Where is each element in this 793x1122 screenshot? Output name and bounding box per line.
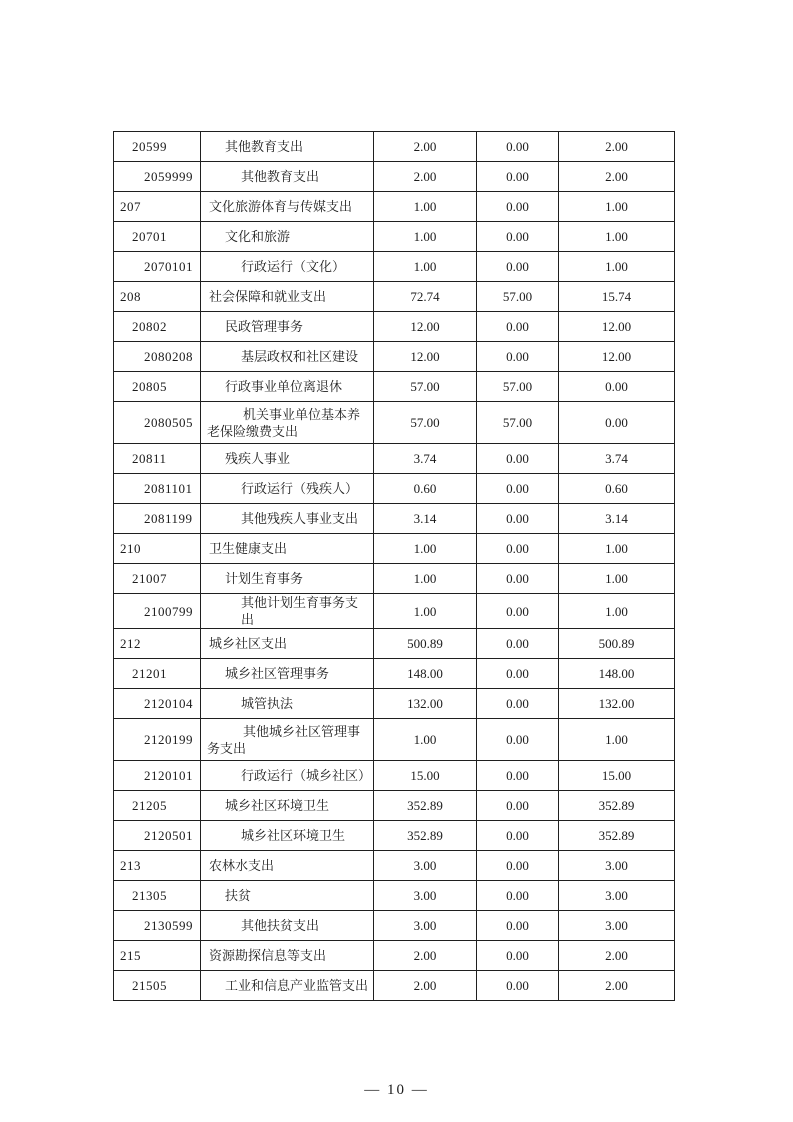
item-name-cell: 城管执法 (201, 689, 374, 719)
table-row (114, 761, 675, 791)
item-name-cell: 资源勘探信息等支出 (201, 941, 374, 971)
amount-cell: 2.00 (559, 971, 675, 1001)
table-row (114, 132, 675, 162)
amount-cell: 0.00 (477, 629, 559, 659)
item-name-cell: 行政事业单位离退休 (201, 372, 374, 402)
table-row (114, 911, 675, 941)
amount-cell: 0.00 (477, 689, 559, 719)
code-cell: 2120199 (114, 719, 201, 761)
amount-cell: 0.00 (477, 659, 559, 689)
amount-cell: 57.00 (374, 372, 477, 402)
amount-cell: 2.00 (559, 132, 675, 162)
amount-cell: 3.74 (374, 444, 477, 474)
amount-cell: 352.89 (374, 821, 477, 851)
amount-cell: 2.00 (559, 941, 675, 971)
amount-cell: 15.74 (559, 282, 675, 312)
table-row (114, 222, 675, 252)
table-row (114, 342, 675, 372)
amount-cell: 148.00 (374, 659, 477, 689)
amount-cell: 352.89 (374, 791, 477, 821)
amount-cell: 1.00 (559, 222, 675, 252)
amount-cell: 2.00 (559, 162, 675, 192)
amount-cell: 500.89 (374, 629, 477, 659)
amount-cell: 1.00 (559, 192, 675, 222)
amount-cell: 2.00 (374, 132, 477, 162)
code-cell: 21505 (114, 971, 201, 1001)
table-row (114, 629, 675, 659)
table-row (114, 881, 675, 911)
amount-cell: 3.00 (374, 851, 477, 881)
code-cell: 2120104 (114, 689, 201, 719)
amount-cell: 0.60 (559, 474, 675, 504)
code-cell: 2081199 (114, 504, 201, 534)
code-cell: 20701 (114, 222, 201, 252)
item-name-cell: 卫生健康支出 (201, 534, 374, 564)
code-cell: 2059999 (114, 162, 201, 192)
amount-cell: 0.00 (477, 719, 559, 761)
amount-cell: 0.00 (477, 312, 559, 342)
code-cell: 215 (114, 941, 201, 971)
item-name-cell: 城乡社区管理事务 (201, 659, 374, 689)
amount-cell: 3.00 (374, 911, 477, 941)
amount-cell: 0.00 (477, 444, 559, 474)
table-row (114, 474, 675, 504)
amount-cell: 57.00 (477, 282, 559, 312)
amount-cell: 0.60 (374, 474, 477, 504)
amount-cell: 12.00 (374, 342, 477, 372)
amount-cell: 2.00 (374, 941, 477, 971)
amount-cell: 132.00 (374, 689, 477, 719)
amount-cell: 0.00 (559, 372, 675, 402)
item-name-cell: 其他教育支出 (201, 162, 374, 192)
table-row (114, 534, 675, 564)
amount-cell: 3.00 (559, 911, 675, 941)
amount-cell: 1.00 (374, 192, 477, 222)
amount-cell: 0.00 (477, 564, 559, 594)
item-name-cell: 行政运行（残疾人） (201, 474, 374, 504)
amount-cell: 2.00 (374, 971, 477, 1001)
amount-cell: 1.00 (374, 252, 477, 282)
amount-cell: 0.00 (477, 821, 559, 851)
page-number: — 10 — (364, 1082, 429, 1098)
table-row (114, 192, 675, 222)
item-name-cell: 社会保障和就业支出 (201, 282, 374, 312)
code-cell: 21007 (114, 564, 201, 594)
amount-cell: 0.00 (477, 132, 559, 162)
code-cell: 2120101 (114, 761, 201, 791)
table-body (114, 132, 675, 1001)
amount-cell: 0.00 (477, 192, 559, 222)
item-name-cell: 其他计划生育事务支出 (201, 594, 374, 629)
amount-cell: 3.14 (374, 504, 477, 534)
item-name-cell: 农林水支出 (201, 851, 374, 881)
amount-cell: 3.00 (374, 881, 477, 911)
table-row (114, 821, 675, 851)
table-row (114, 791, 675, 821)
item-name-cell: 其他残疾人事业支出 (201, 504, 374, 534)
amount-cell: 3.14 (559, 504, 675, 534)
amount-cell: 57.00 (477, 372, 559, 402)
code-cell: 20805 (114, 372, 201, 402)
amount-cell: 148.00 (559, 659, 675, 689)
amount-cell: 1.00 (374, 594, 477, 629)
code-cell: 2080208 (114, 342, 201, 372)
code-cell: 213 (114, 851, 201, 881)
amount-cell: 12.00 (374, 312, 477, 342)
amount-cell: 0.00 (477, 881, 559, 911)
amount-cell: 0.00 (477, 474, 559, 504)
item-name-cell: 民政管理事务 (201, 312, 374, 342)
table-row (114, 851, 675, 881)
amount-cell: 1.00 (374, 564, 477, 594)
table-row (114, 689, 675, 719)
amount-cell: 3.00 (559, 881, 675, 911)
amount-cell: 0.00 (477, 851, 559, 881)
item-name-cell: 城乡社区环境卫生 (201, 791, 374, 821)
amount-cell: 0.00 (477, 941, 559, 971)
table-row (114, 971, 675, 1001)
amount-cell: 0.00 (477, 222, 559, 252)
item-name-cell: 行政运行（文化） (201, 252, 374, 282)
table-row (114, 659, 675, 689)
code-cell: 2130599 (114, 911, 201, 941)
table-row (114, 282, 675, 312)
code-cell: 2081101 (114, 474, 201, 504)
code-cell: 2080505 (114, 402, 201, 444)
item-name-cell: 机关事业单位基本养老保险缴费支出 (201, 402, 374, 444)
table-row (114, 594, 675, 629)
code-cell: 2120501 (114, 821, 201, 851)
code-cell: 2100799 (114, 594, 201, 629)
item-name-cell: 扶贫 (201, 881, 374, 911)
amount-cell: 352.89 (559, 791, 675, 821)
item-name-cell: 其他城乡社区管理事务支出 (201, 719, 374, 761)
amount-cell: 0.00 (477, 504, 559, 534)
table-row (114, 312, 675, 342)
item-name-cell: 文化旅游体育与传媒支出 (201, 192, 374, 222)
table-row (114, 252, 675, 282)
code-cell: 21201 (114, 659, 201, 689)
code-cell: 2070101 (114, 252, 201, 282)
code-cell: 20802 (114, 312, 201, 342)
code-cell: 20811 (114, 444, 201, 474)
table-row (114, 402, 675, 444)
item-name-cell: 城乡社区支出 (201, 629, 374, 659)
amount-cell: 1.00 (374, 719, 477, 761)
table-row (114, 564, 675, 594)
amount-cell: 0.00 (477, 971, 559, 1001)
code-cell: 21205 (114, 791, 201, 821)
item-name-cell: 城乡社区环境卫生 (201, 821, 374, 851)
code-cell: 212 (114, 629, 201, 659)
code-cell: 210 (114, 534, 201, 564)
amount-cell: 12.00 (559, 312, 675, 342)
code-cell: 21305 (114, 881, 201, 911)
amount-cell: 72.74 (374, 282, 477, 312)
table-row (114, 941, 675, 971)
amount-cell: 12.00 (559, 342, 675, 372)
table-row (114, 719, 675, 761)
item-name-cell: 基层政权和社区建设 (201, 342, 374, 372)
amount-cell: 2.00 (374, 162, 477, 192)
code-cell: 208 (114, 282, 201, 312)
amount-cell: 3.00 (559, 851, 675, 881)
amount-cell: 0.00 (559, 402, 675, 444)
table-row (114, 504, 675, 534)
table-row (114, 444, 675, 474)
budget-table (113, 131, 675, 1001)
amount-cell: 0.00 (477, 761, 559, 791)
amount-cell: 0.00 (477, 342, 559, 372)
amount-cell: 132.00 (559, 689, 675, 719)
amount-cell: 0.00 (477, 911, 559, 941)
item-name-cell: 其他教育支出 (201, 132, 374, 162)
amount-cell: 1.00 (559, 564, 675, 594)
item-name-cell: 残疾人事业 (201, 444, 374, 474)
code-cell: 20599 (114, 132, 201, 162)
amount-cell: 1.00 (374, 534, 477, 564)
amount-cell: 500.89 (559, 629, 675, 659)
amount-cell: 0.00 (477, 534, 559, 564)
amount-cell: 1.00 (559, 719, 675, 761)
item-name-cell: 工业和信息产业监管支出 (201, 971, 374, 1001)
amount-cell: 1.00 (559, 252, 675, 282)
amount-cell: 1.00 (374, 222, 477, 252)
item-name-cell: 文化和旅游 (201, 222, 374, 252)
amount-cell: 3.74 (559, 444, 675, 474)
amount-cell: 57.00 (477, 402, 559, 444)
table-row (114, 162, 675, 192)
amount-cell: 1.00 (559, 534, 675, 564)
amount-cell: 1.00 (559, 594, 675, 629)
item-name-cell: 计划生育事务 (201, 564, 374, 594)
item-name-cell: 其他扶贫支出 (201, 911, 374, 941)
amount-cell: 15.00 (559, 761, 675, 791)
amount-cell: 57.00 (374, 402, 477, 444)
amount-cell: 0.00 (477, 594, 559, 629)
item-name-cell: 行政运行（城乡社区） (201, 761, 374, 791)
amount-cell: 0.00 (477, 162, 559, 192)
amount-cell: 15.00 (374, 761, 477, 791)
amount-cell: 0.00 (477, 791, 559, 821)
amount-cell: 0.00 (477, 252, 559, 282)
code-cell: 207 (114, 192, 201, 222)
amount-cell: 352.89 (559, 821, 675, 851)
table-row (114, 372, 675, 402)
